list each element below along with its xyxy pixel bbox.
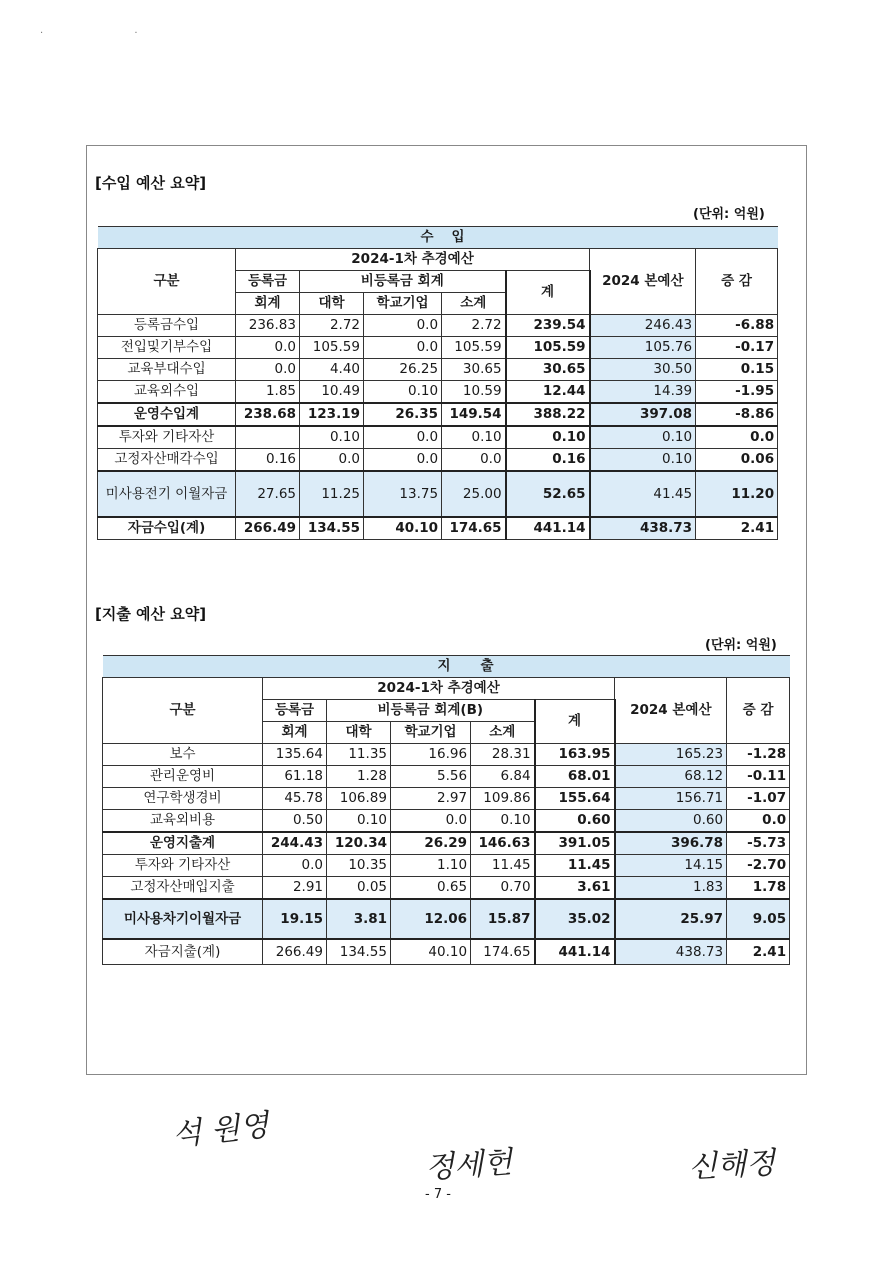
row-label: 운영수입계	[98, 403, 236, 426]
cell-c3: 1.10	[391, 855, 471, 877]
expense-section-title: [지출 예산 요약]	[95, 605, 207, 623]
row-label: 관리운영비	[103, 766, 263, 788]
income-nontuition-header: 비등록금 회계	[300, 271, 506, 293]
cell-c3: 26.29	[391, 832, 471, 855]
cell-c2: 123.19	[300, 403, 364, 426]
table-row	[98, 359, 778, 381]
income-subtotal-header: 소계	[442, 293, 506, 315]
cell-c3: 40.10	[364, 517, 442, 540]
cell-c5: 391.05	[535, 832, 615, 855]
cell-c4: 25.00	[442, 471, 506, 517]
cell-c5: 35.02	[535, 899, 615, 939]
table-row	[98, 403, 778, 426]
income-univ-header: 대학	[300, 293, 364, 315]
cell-c4: 174.65	[442, 517, 506, 540]
table-row	[98, 471, 778, 517]
cell-c6: 156.71	[615, 788, 727, 810]
cell-c5: 155.64	[535, 788, 615, 810]
cell-c1: 244.43	[263, 832, 327, 855]
row-label: 교육외수입	[98, 381, 236, 404]
cell-c6: 0.10	[590, 449, 696, 472]
cell-c5: 12.44	[506, 381, 590, 404]
income-unit-label: (단위: 억원)	[693, 207, 765, 222]
cell-c1: 266.49	[263, 939, 327, 965]
cell-c7: 1.78	[727, 877, 790, 900]
cell-c4: 15.87	[471, 899, 535, 939]
income-tuition-header-2: 회계	[236, 293, 300, 315]
cell-c4: 0.10	[442, 426, 506, 449]
cell-c4: 0.0	[442, 449, 506, 472]
cell-c5: 68.01	[535, 766, 615, 788]
expense-enterprise-header: 학교기업	[391, 722, 471, 744]
page-number: - 7 -	[425, 1187, 451, 1202]
expense-subtotal-header: 소계	[471, 722, 535, 744]
cell-c6: 396.78	[615, 832, 727, 855]
table-row	[103, 810, 790, 833]
table-row	[98, 426, 778, 449]
expense-summary-table	[102, 655, 790, 965]
cell-c1: 0.16	[236, 449, 300, 472]
income-summary-table	[97, 226, 778, 540]
cell-c2: 134.55	[300, 517, 364, 540]
cell-c3: 0.65	[391, 877, 471, 900]
cell-c3: 26.25	[364, 359, 442, 381]
cell-c6: 438.73	[590, 517, 696, 540]
cell-c6: 68.12	[615, 766, 727, 788]
table-row	[103, 766, 790, 788]
cell-c2: 2.72	[300, 315, 364, 337]
table-row	[98, 381, 778, 404]
cell-c4: 30.65	[442, 359, 506, 381]
cell-c5: 163.95	[535, 744, 615, 766]
cell-c4: 0.10	[471, 810, 535, 833]
income-band-left: 수	[98, 227, 442, 249]
cell-c6: 246.43	[590, 315, 696, 337]
row-label: 고정자산매입지출	[103, 877, 263, 900]
cell-c7: -1.95	[696, 381, 778, 404]
expense-nontuition-header: 비등록금 회계(B)	[327, 700, 535, 722]
cell-c7: 0.06	[696, 449, 778, 472]
expense-tuition-header-1: 등록금	[263, 700, 327, 722]
cell-c4: 109.86	[471, 788, 535, 810]
cell-c2: 0.10	[327, 810, 391, 833]
cell-c6: 14.15	[615, 855, 727, 877]
expense-budget-header: 2024-1차 추경예산	[263, 678, 615, 700]
row-label: 투자와 기타자산	[103, 855, 263, 877]
cell-c4: 146.63	[471, 832, 535, 855]
cell-c3: 26.35	[364, 403, 442, 426]
cell-c2: 1.28	[327, 766, 391, 788]
cell-c4: 11.45	[471, 855, 535, 877]
cell-c1: 135.64	[263, 744, 327, 766]
cell-c7: -6.88	[696, 315, 778, 337]
cell-c1: 0.0	[236, 359, 300, 381]
cell-c1: 2.91	[263, 877, 327, 900]
cell-c2: 10.35	[327, 855, 391, 877]
income-tuition-header-1: 등록금	[236, 271, 300, 293]
cell-c3: 12.06	[391, 899, 471, 939]
row-label: 미사용차기이월자금	[103, 899, 263, 939]
table-row	[103, 899, 790, 939]
row-label: 투자와 기타자산	[98, 426, 236, 449]
cell-c3: 5.56	[391, 766, 471, 788]
cell-c7: -1.07	[727, 788, 790, 810]
cell-c2: 11.35	[327, 744, 391, 766]
cell-c6: 105.76	[590, 337, 696, 359]
cell-c1	[236, 426, 300, 449]
cell-c1: 0.50	[263, 810, 327, 833]
cell-c7: 0.0	[696, 426, 778, 449]
row-label: 전입및기부수입	[98, 337, 236, 359]
cell-c3: 0.10	[364, 381, 442, 404]
table-row	[98, 449, 778, 472]
expense-band-left: 지	[103, 656, 471, 678]
cell-c6: 41.45	[590, 471, 696, 517]
cell-c2: 4.40	[300, 359, 364, 381]
cell-c6: 397.08	[590, 403, 696, 426]
row-label: 연구학생경비	[103, 788, 263, 810]
cell-c7: 11.20	[696, 471, 778, 517]
cell-c2: 106.89	[327, 788, 391, 810]
expense-band-right: 출	[471, 656, 790, 678]
cell-c4: 2.72	[442, 315, 506, 337]
expense-unit-label: (단위: 억원)	[705, 638, 777, 653]
cell-c1: 19.15	[263, 899, 327, 939]
income-enterprise-header: 학교기업	[364, 293, 442, 315]
cell-c1: 238.68	[236, 403, 300, 426]
cell-c5: 105.59	[506, 337, 590, 359]
cell-c4: 0.70	[471, 877, 535, 900]
row-label: 고정자산매각수입	[98, 449, 236, 472]
expense-band-row	[103, 656, 790, 678]
row-label: 교육부대수입	[98, 359, 236, 381]
cell-c2: 11.25	[300, 471, 364, 517]
cell-c2: 105.59	[300, 337, 364, 359]
income-category-header: 구분	[98, 249, 236, 315]
cell-c7: -5.73	[727, 832, 790, 855]
cell-c1: 0.0	[236, 337, 300, 359]
income-main-budget-header: 2024 본예산	[590, 249, 696, 315]
cell-c5: 11.45	[535, 855, 615, 877]
income-total-header: 계	[506, 271, 590, 315]
cell-c5: 239.54	[506, 315, 590, 337]
income-section-title: [수입 예산 요약]	[95, 174, 207, 192]
cell-c5: 388.22	[506, 403, 590, 426]
cell-c2: 10.49	[300, 381, 364, 404]
signature-2: 정세헌	[424, 1145, 514, 1186]
expense-total-header: 계	[535, 700, 615, 744]
cell-c2: 3.81	[327, 899, 391, 939]
income-change-header: 증 감	[696, 249, 778, 315]
scan-marks: · ·	[40, 28, 182, 39]
row-label: 등록금수입	[98, 315, 236, 337]
table-row	[103, 855, 790, 877]
cell-c4: 28.31	[471, 744, 535, 766]
cell-c7: 2.41	[696, 517, 778, 540]
cell-c3: 0.0	[364, 426, 442, 449]
cell-c1: 0.0	[263, 855, 327, 877]
row-label: 미사용전기 이월자금	[98, 471, 236, 517]
row-label: 자금지출(계)	[103, 939, 263, 965]
cell-c3: 0.0	[364, 337, 442, 359]
cell-c6: 1.83	[615, 877, 727, 900]
cell-c5: 3.61	[535, 877, 615, 900]
cell-c4: 105.59	[442, 337, 506, 359]
cell-c4: 10.59	[442, 381, 506, 404]
expense-univ-header: 대학	[327, 722, 391, 744]
cell-c5: 441.14	[506, 517, 590, 540]
table-row	[103, 744, 790, 766]
signature-3: 신해정	[687, 1145, 776, 1186]
row-label: 운영지출계	[103, 832, 263, 855]
expense-category-header: 구분	[103, 678, 263, 744]
cell-c6: 0.60	[615, 810, 727, 833]
cell-c7: -8.86	[696, 403, 778, 426]
row-label: 자금수입(계)	[98, 517, 236, 540]
table-row	[103, 832, 790, 855]
cell-c5: 0.10	[506, 426, 590, 449]
cell-c7: 0.15	[696, 359, 778, 381]
cell-c1: 45.78	[263, 788, 327, 810]
cell-c1: 266.49	[236, 517, 300, 540]
income-band-row	[98, 227, 778, 249]
cell-c1: 61.18	[263, 766, 327, 788]
expense-change-header: 증 감	[727, 678, 790, 744]
expense-main-budget-header: 2024 본예산	[615, 678, 727, 744]
cell-c1: 1.85	[236, 381, 300, 404]
cell-c6: 14.39	[590, 381, 696, 404]
cell-c5: 30.65	[506, 359, 590, 381]
cell-c2: 120.34	[327, 832, 391, 855]
row-label: 교육외비용	[103, 810, 263, 833]
expense-tuition-header-2: 회계	[263, 722, 327, 744]
cell-c7: -0.17	[696, 337, 778, 359]
table-row	[103, 877, 790, 900]
cell-c5: 52.65	[506, 471, 590, 517]
cell-c7: 2.41	[727, 939, 790, 965]
cell-c5: 441.14	[535, 939, 615, 965]
cell-c3: 0.0	[364, 449, 442, 472]
cell-c6: 165.23	[615, 744, 727, 766]
income-budget-header: 2024-1차 추경예산	[236, 249, 590, 271]
cell-c2: 0.0	[300, 449, 364, 472]
cell-c6: 0.10	[590, 426, 696, 449]
table-row	[98, 315, 778, 337]
cell-c6: 25.97	[615, 899, 727, 939]
cell-c7: -0.11	[727, 766, 790, 788]
table-row	[103, 788, 790, 810]
cell-c3: 0.0	[391, 810, 471, 833]
table-row	[98, 337, 778, 359]
cell-c4: 6.84	[471, 766, 535, 788]
cell-c3: 0.0	[364, 315, 442, 337]
cell-c3: 16.96	[391, 744, 471, 766]
cell-c2: 0.05	[327, 877, 391, 900]
cell-c7: -2.70	[727, 855, 790, 877]
cell-c5: 0.16	[506, 449, 590, 472]
cell-c3: 2.97	[391, 788, 471, 810]
signature-1: 석 원영	[170, 1108, 271, 1153]
cell-c7: 0.0	[727, 810, 790, 833]
row-label: 보수	[103, 744, 263, 766]
cell-c4: 174.65	[471, 939, 535, 965]
cell-c3: 40.10	[391, 939, 471, 965]
income-band-right: 입	[442, 227, 778, 249]
table-row	[98, 517, 778, 540]
cell-c2: 0.10	[300, 426, 364, 449]
cell-c7: 9.05	[727, 899, 790, 939]
cell-c1: 27.65	[236, 471, 300, 517]
cell-c2: 134.55	[327, 939, 391, 965]
cell-c4: 149.54	[442, 403, 506, 426]
cell-c5: 0.60	[535, 810, 615, 833]
cell-c6: 438.73	[615, 939, 727, 965]
cell-c6: 30.50	[590, 359, 696, 381]
table-row	[103, 939, 790, 965]
cell-c3: 13.75	[364, 471, 442, 517]
cell-c1: 236.83	[236, 315, 300, 337]
cell-c7: -1.28	[727, 744, 790, 766]
